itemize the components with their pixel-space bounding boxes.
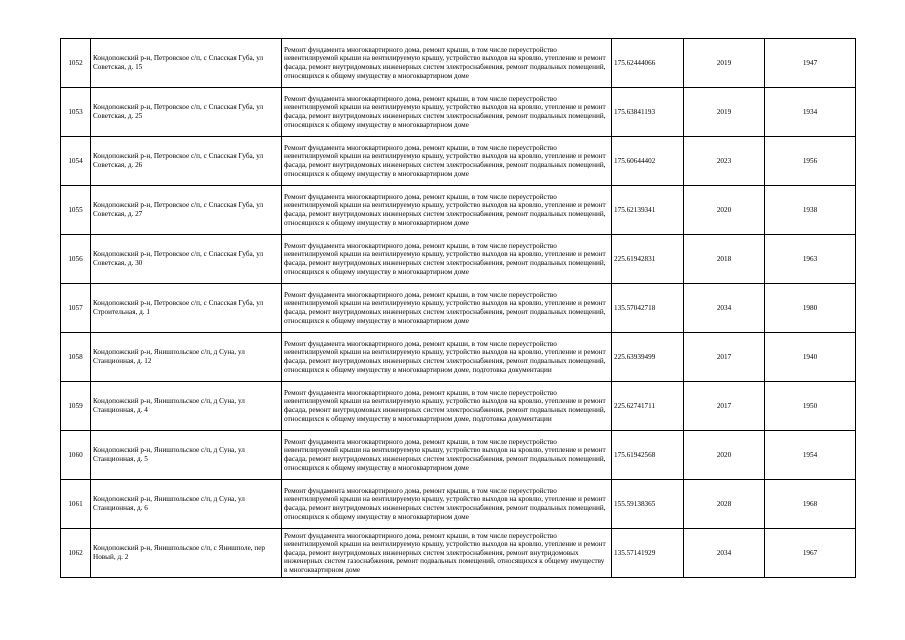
housing-repair-table xyxy=(60,38,856,578)
row-number: 1060 xyxy=(61,431,91,480)
construction-year-cell: 1956 xyxy=(765,137,856,186)
table-row xyxy=(61,235,856,284)
table-body xyxy=(61,39,856,578)
planned-year-cell: 2020 xyxy=(684,186,765,235)
planned-year-cell: 2023 xyxy=(684,137,765,186)
planned-year-cell: 2017 xyxy=(684,382,765,431)
works-cell: Ремонт фундамента многоквартирного дома, ремонт крыши, в том числе переустройство невентилируемой крыши на вентилируемую крышу, устройство выходов на кровлю, утепление и ремонт фасада, ремонт внутридомовых инженерных систем электроснабжения, ремонт подвальных помещений, относящихся к общему имуществу в многоквартирном доме xyxy=(282,39,612,88)
construction-year-cell: 1980 xyxy=(765,284,856,333)
cost-cell: 175.62139341 xyxy=(612,186,684,235)
planned-year-cell: 2028 xyxy=(684,480,765,529)
cost-cell: 175.63841193 xyxy=(612,88,684,137)
works-cell: Ремонт фундамента многоквартирного дома, ремонт крыши, в том числе переустройство невентилируемой крыши на вентилируемую крышу, устройство выходов на кровлю, утепление и ремонт фасада, ремонт внутридомовых инженерных систем электроснабжения, ремонт подвальных помещений, относящихся к общему имуществу в многоквартирном доме xyxy=(282,88,612,137)
works-cell: Ремонт фундамента многоквартирного дома, ремонт крыши, в том числе переустройство невентилируемой крыши на вентилируемую крышу, устройство выходов на кровлю, утепление и ремонт фасада, ремонт внутридомовых инженерных систем электроснабжения, ремонт внутридомовых инженерных систем газоснабжения, ремонт подвальных помещений, относящихся к общему имуществу в многоквартирном доме xyxy=(282,529,612,578)
cost-cell: 225.63939499 xyxy=(612,333,684,382)
works-cell: Ремонт фундамента многоквартирного дома, ремонт крыши, в том числе переустройство невентилируемой крыши на вентилируемую крышу, устройство выходов на кровлю, утепление и ремонт фасада, ремонт внутридомовых инженерных систем электроснабжения, ремонт подвальных помещений, относящихся к общему имуществу в многоквартирном доме xyxy=(282,235,612,284)
address-cell: Кондопожский р-н, Петровское с/п, с Спасская Губа, ул Советская, д. 27 xyxy=(91,186,282,235)
row-number: 1056 xyxy=(61,235,91,284)
row-number: 1061 xyxy=(61,480,91,529)
table-row xyxy=(61,284,856,333)
construction-year-cell: 1947 xyxy=(765,39,856,88)
planned-year-cell: 2018 xyxy=(684,235,765,284)
row-number: 1055 xyxy=(61,186,91,235)
table-row xyxy=(61,431,856,480)
table-row xyxy=(61,39,856,88)
table-row xyxy=(61,333,856,382)
address-cell: Кондопожский р-н, Янишпольское с/п, д Суна, ул Станционная, д. 6 xyxy=(91,480,282,529)
table-row xyxy=(61,480,856,529)
table-row xyxy=(61,88,856,137)
address-cell: Кондопожский р-н, Янишпольское с/п, д Суна, ул Станционная, д. 12 xyxy=(91,333,282,382)
planned-year-cell: 2019 xyxy=(684,88,765,137)
construction-year-cell: 1940 xyxy=(765,333,856,382)
cost-cell: 225.62741711 xyxy=(612,382,684,431)
document-page xyxy=(60,38,855,578)
construction-year-cell: 1967 xyxy=(765,529,856,578)
works-cell: Ремонт фундамента многоквартирного дома, ремонт крыши, в том числе переустройство невентилируемой крыши на вентилируемую крышу, устройство выходов на кровлю, утепление и ремонт фасада, ремонт внутридомовых инженерных систем электроснабжения, ремонт подвальных помещений, относящихся к общему имуществу в многоквартирном доме xyxy=(282,137,612,186)
works-cell: Ремонт фундамента многоквартирного дома, ремонт крыши, в том числе переустройство невентилируемой крыши на вентилируемую крышу, устройство выходов на кровлю, утепление и ремонт фасада, ремонт внутридомовых инженерных систем электроснабжения, ремонт подвальных помещений, относящихся к общему имуществу в многоквартирном доме, подготовка документации xyxy=(282,333,612,382)
works-cell: Ремонт фундамента многоквартирного дома, ремонт крыши, в том числе переустройство невентилируемой крыши на вентилируемую крышу, устройство выходов на кровлю, утепление и ремонт фасада, ремонт внутридомовых инженерных систем электроснабжения, ремонт подвальных помещений, относящихся к общему имуществу в многоквартирном доме xyxy=(282,480,612,529)
works-cell: Ремонт фундамента многоквартирного дома, ремонт крыши, в том числе переустройство невентилируемой крыши на вентилируемую крышу, устройство выходов на кровлю, утепление и ремонт фасада, ремонт внутридомовых инженерных систем электроснабжения, ремонт подвальных помещений, относящихся к общему имуществу в многоквартирном доме xyxy=(282,284,612,333)
address-cell: Кондопожский р-н, Янишпольское с/п, д Суна, ул Станционная, д. 4 xyxy=(91,382,282,431)
row-number: 1058 xyxy=(61,333,91,382)
table-row xyxy=(61,186,856,235)
row-number: 1057 xyxy=(61,284,91,333)
construction-year-cell: 1934 xyxy=(765,88,856,137)
works-cell: Ремонт фундамента многоквартирного дома, ремонт крыши, в том числе переустройство невентилируемой крыши на вентилируемую крышу, устройство выходов на кровлю, утепление и ремонт фасада, ремонт внутридомовых инженерных систем электроснабжения, ремонт подвальных помещений, относящихся к общему имуществу в многоквартирном доме, подготовка документации xyxy=(282,382,612,431)
works-cell: Ремонт фундамента многоквартирного дома, ремонт крыши, в том числе переустройство невентилируемой крыши на вентилируемую крышу, устройство выходов на кровлю, утепление и ремонт фасада, ремонт внутридомовых инженерных систем электроснабжения, ремонт подвальных помещений, относящихся к общему имуществу в многоквартирном доме xyxy=(282,431,612,480)
row-number: 1059 xyxy=(61,382,91,431)
address-cell: Кондопожский р-н, Янишпольское с/п, с Янишполе, пер Новый, д. 2 xyxy=(91,529,282,578)
address-cell: Кондопожский р-н, Петровское с/п, с Спасская Губа, ул Советская, д. 15 xyxy=(91,39,282,88)
table-row xyxy=(61,529,856,578)
cost-cell: 175.60644402 xyxy=(612,137,684,186)
planned-year-cell: 2017 xyxy=(684,333,765,382)
construction-year-cell: 1954 xyxy=(765,431,856,480)
address-cell: Кондопожский р-н, Петровское с/п, с Спасская Губа, ул Советская, д. 30 xyxy=(91,235,282,284)
address-cell: Кондопожский р-н, Янишпольское с/п, д Суна, ул Станционная, д. 5 xyxy=(91,431,282,480)
row-number: 1052 xyxy=(61,39,91,88)
cost-cell: 135.57141929 xyxy=(612,529,684,578)
address-cell: Кондопожский р-н, Петровское с/п, с Спасская Губа, ул Строительная, д. 1 xyxy=(91,284,282,333)
cost-cell: 175.61942568 xyxy=(612,431,684,480)
row-number: 1053 xyxy=(61,88,91,137)
planned-year-cell: 2019 xyxy=(684,39,765,88)
table-row xyxy=(61,137,856,186)
address-cell: Кондопожский р-н, Петровское с/п, с Спасская Губа, ул Советская, д. 26 xyxy=(91,137,282,186)
cost-cell: 175.62444066 xyxy=(612,39,684,88)
construction-year-cell: 1950 xyxy=(765,382,856,431)
cost-cell: 135.57042718 xyxy=(612,284,684,333)
table-row xyxy=(61,382,856,431)
cost-cell: 225.61942831 xyxy=(612,235,684,284)
row-number: 1062 xyxy=(61,529,91,578)
construction-year-cell: 1938 xyxy=(765,186,856,235)
construction-year-cell: 1968 xyxy=(765,480,856,529)
row-number: 1054 xyxy=(61,137,91,186)
address-cell: Кондопожский р-н, Петровское с/п, с Спасская Губа, ул Советская, д. 25 xyxy=(91,88,282,137)
planned-year-cell: 2034 xyxy=(684,529,765,578)
works-cell: Ремонт фундамента многоквартирного дома, ремонт крыши, в том числе переустройство невентилируемой крыши на вентилируемую крышу, устройство выходов на кровлю, утепление и ремонт фасада, ремонт внутридомовых инженерных систем электроснабжения, ремонт подвальных помещений, относящихся к общему имуществу в многоквартирном доме xyxy=(282,186,612,235)
construction-year-cell: 1963 xyxy=(765,235,856,284)
cost-cell: 155.59138365 xyxy=(612,480,684,529)
planned-year-cell: 2020 xyxy=(684,431,765,480)
planned-year-cell: 2034 xyxy=(684,284,765,333)
